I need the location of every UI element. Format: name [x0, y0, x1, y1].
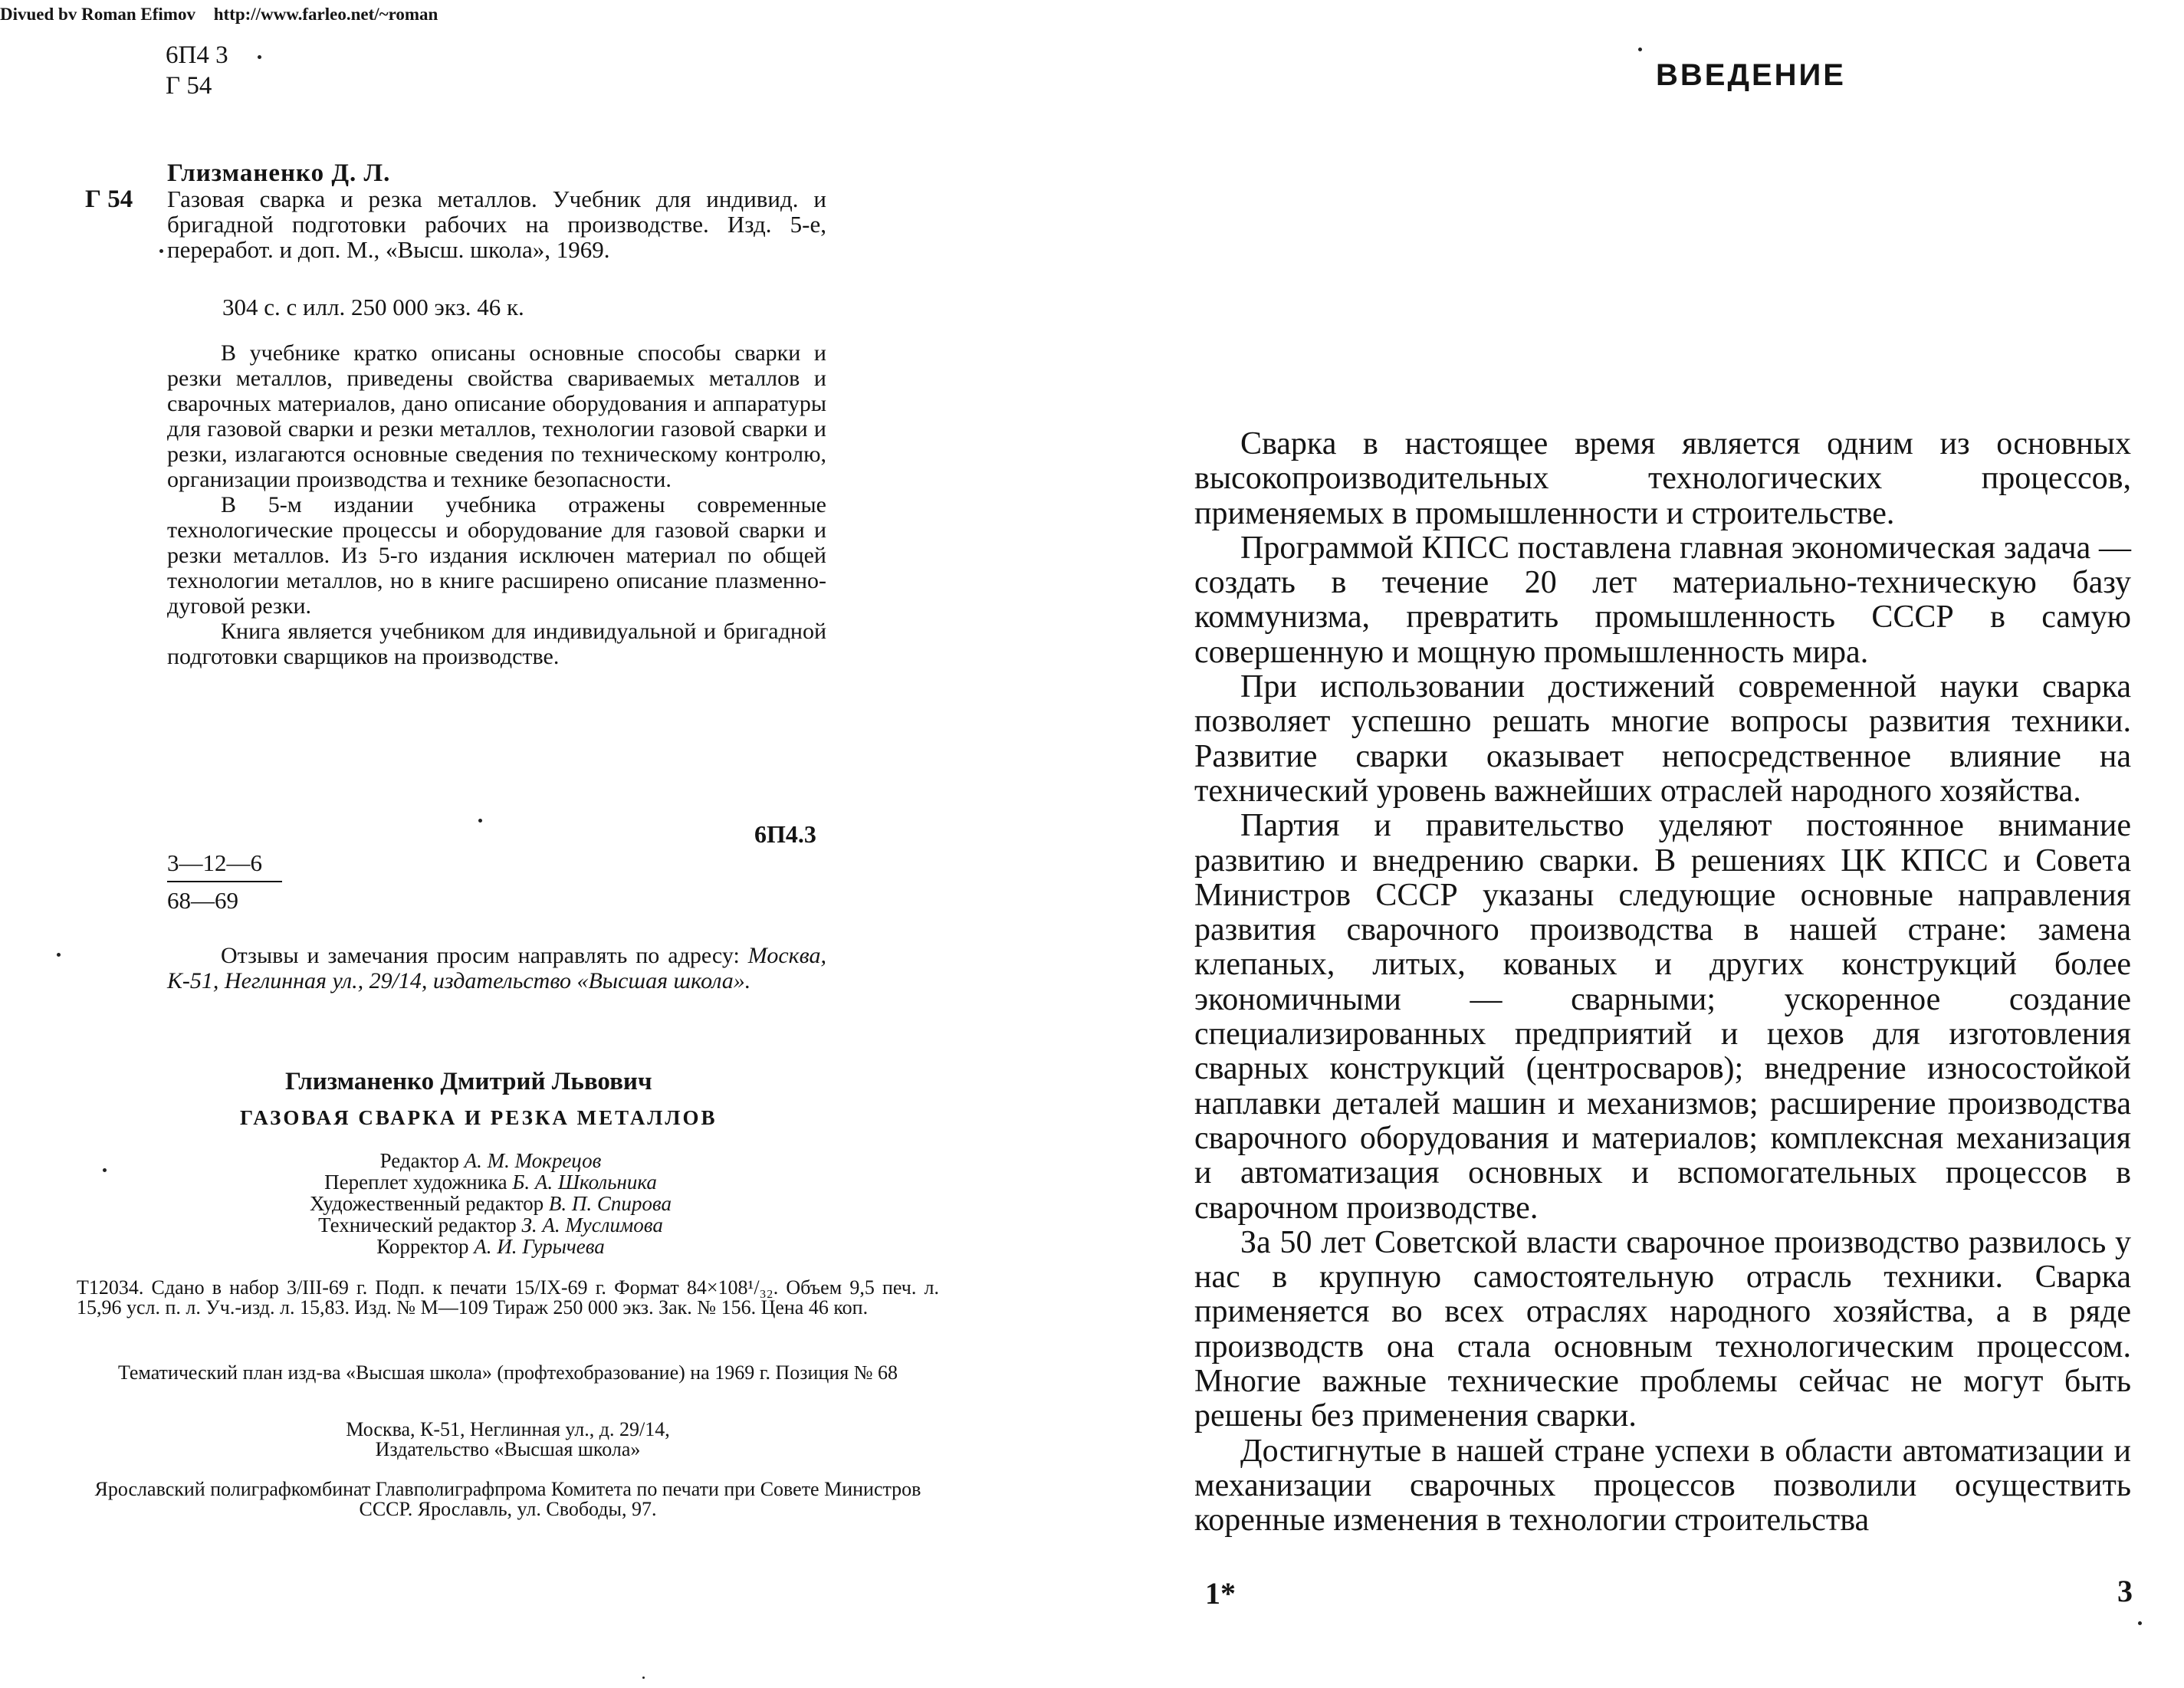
page-number: 3 — [2117, 1574, 2133, 1608]
address-line: Издательство «Высшая школа» — [375, 1438, 641, 1460]
fraction-numerator: 3—12—6 — [167, 845, 282, 882]
udk-index — [166, 40, 228, 101]
bibliographic-description — [167, 186, 826, 262]
catalog-author-heading: Глизманенко Д. Л. — [167, 159, 391, 187]
author-full-name: Глизманенко Дмитрий Львович — [285, 1068, 652, 1095]
annotation-paragraph: В 5-м издании учебника отражены современные технологические процессы и оборудование для газовой сварки и резки металлов. Из 5-го издания исключен материал по общей технологии металлов, но в книге расширено описание плазменно-дуговой резки. — [167, 492, 826, 619]
credit-line: Переплет художника Б. А. Школьника — [324, 1171, 657, 1194]
fraction-denominator: 68—69 — [167, 887, 238, 914]
annotation-paragraph: Книга является учебником для индивидуальной и бригадной подготовки сварщиков на производстве. — [167, 619, 826, 669]
feedback-notice — [167, 943, 826, 993]
printer-info: Ярославский полиграфкомбинат Главполиграфпрома Комитета по печати при Совете Министров СССР. Ярославль, ул. Свободы, 97. — [94, 1478, 921, 1520]
body-paragraph: Программой КПСС поставлена главная экономическая задача — создать в течение 20 лет материально-техническую базу коммунизма, превратить промышленность СССР в самую совершенную и мощную промышленность мира. — [1194, 530, 2131, 670]
publisher-address — [77, 1420, 939, 1460]
watermark-url: http://www.farleo.net/~roman — [213, 5, 438, 24]
body-paragraph: За 50 лет Советской власти сварочное производство развилось у нас в крупную самостоятельную отрасль техники. Сварка применяется во всех отраслях народного хозяйства, а в ряде производств она стала основным технологическим процессом. Многие важные технические проблемы сейчас не могут быть решены без применения сварки. — [1194, 1224, 2131, 1434]
scan-speck — [103, 1168, 107, 1172]
watermark-author: Divued bv Roman Efimov — [0, 5, 195, 24]
body-paragraph: Достигнутые в нашей стране успехи в области автоматизации и механизации сварочных процессов позволили осуществить коренные изменения в технологии строительства — [1194, 1433, 2131, 1539]
feedback-text: Отзывы и замечания просим направлять по адресу: — [221, 943, 748, 968]
udk-line-1: 6П4 3 — [166, 41, 228, 69]
book-annotation — [167, 340, 826, 669]
scan-speck — [478, 819, 482, 823]
credit-line: Художественный редактор В. П. Спирова — [310, 1192, 672, 1215]
library-code: 6П4.3 — [754, 820, 816, 848]
credits-list — [199, 1150, 782, 1257]
scan-speck — [57, 953, 61, 957]
scan-watermark — [0, 5, 438, 25]
credit-line: Редактор А. М. Мокрецов — [379, 1149, 602, 1172]
address-line: Москва, К-51, Неглинная ул., д. 29/14, — [346, 1418, 670, 1440]
udk-line-2: Г 54 — [166, 72, 212, 100]
scan-speck — [159, 249, 163, 253]
scan-speck — [258, 55, 261, 59]
thematic-plan-info: Тематический план изд-ва «Высшая школа» (профтехобразование) на 1969 г. Позиция № 68 — [117, 1361, 898, 1384]
scan-speck — [2138, 1621, 2142, 1625]
catalog-class-mark: Г 54 — [85, 186, 133, 213]
scan-speck — [1638, 48, 1642, 51]
feedback-address: Москва, К-51, Неглинная ул., 29/14, издательство «Высшая школа». — [167, 943, 826, 993]
credit-line: Технический редактор З. А. Муслимова — [318, 1213, 663, 1236]
body-paragraph: Партия и правительство уделяют постоянное внимание развитию и внедрению сварки. В решениях ЦК КПСС и Совета Министров СССР указаны следующие основные направления развития сварочного производства в нашей стране: замена клепаных, литых, кованых и других конструкций более экономичными — сварными; ускоренное создание специализированных предприятий и цехов для изготовления сварных конструкций (центросваров); внедрение износостойкой наплавки деталей машин и механизмов; расширение производства сварочного оборудования и материалов; комплексная механизация и автоматизация основных и вспомогательных процессов в сварочном производстве. — [1194, 808, 2131, 1226]
bib-pages-info: 304 с. с илл. 250 000 экз. 46 к. — [222, 294, 524, 320]
book-title: ГАЗОВАЯ СВАРКА И РЕЗКА МЕТАЛЛОВ — [240, 1106, 718, 1129]
print-technical-info: Т12034. Сдано в набор 3/III-69 г. Подп. к печати 15/IX-69 г. Формат 84×108¹/₃₂. Объем 9,5 печ. л. 15,96 усл. п. л. Уч.-изд. л. 15,83. Изд. № М—109 Тираж 250 000 экз. Зак. № 156. Цена 46 коп. — [77, 1276, 939, 1319]
body-paragraph: При использовании достижений современной науки сварка позволяет успешно решать многие вопросы развития техники. Развитие сварки оказывает непосредственное влияние на технический уровень важнейших отраслей народного хозяйства. — [1194, 669, 2131, 809]
annotation-paragraph: В учебнике кратко описаны основные способы сварки и резки металлов, приведены свойства свариваемых металлов и сварочных материалов, дано описание оборудования и аппаратуры для газовой сварки и резки металлов, технологии газовой сварки и резки, излагаются основные сведения по техническому контролю, организации производства и технике безопасности. — [167, 340, 826, 492]
intro-body — [1194, 427, 2131, 1539]
bib-description-text: Газовая сварка и резка металлов. Учебник для индивид. и бригадной подготовки рабочих на производстве. Изд. 5-е, переработ. и доп. М., «Высш. школа», 1969. — [167, 186, 826, 263]
chapter-heading: ВВЕДЕНИЕ — [1656, 58, 1846, 92]
scan-speck — [642, 1677, 645, 1679]
body-paragraph: Сварка в настоящее время является одним из основных высокопроизводительных технологических процессов, применяемых в промышленности и строительстве. — [1194, 426, 2131, 531]
credit-line: Корректор А. И. Гурычева — [376, 1235, 605, 1258]
signature-mark: 1* — [1205, 1576, 1236, 1611]
classification-fraction — [167, 845, 282, 918]
